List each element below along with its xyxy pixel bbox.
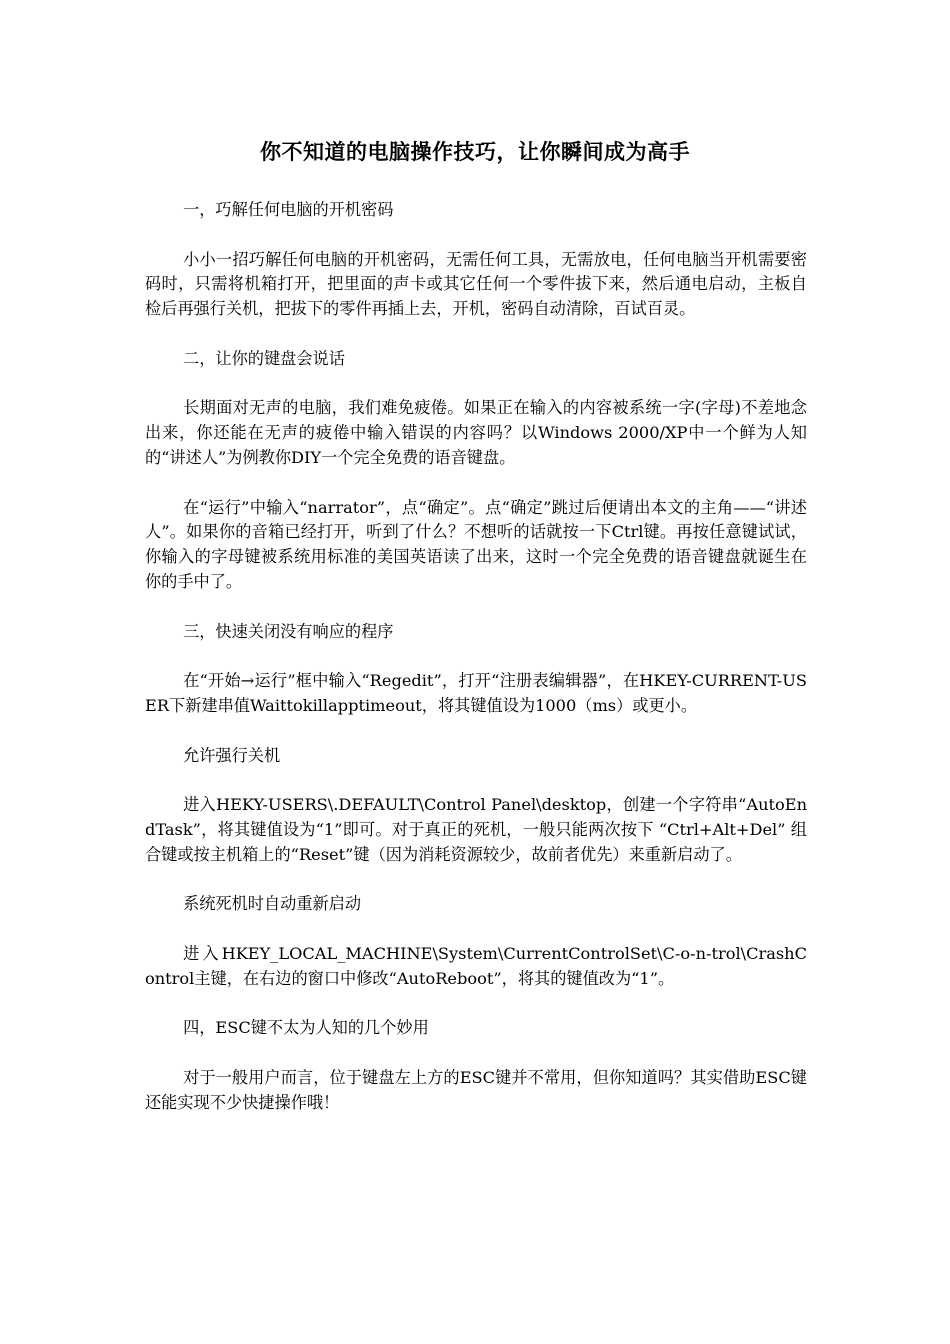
body-paragraph: 对于一般用户而言，位于键盘左上方的ESC键并不常用，但你知道吗？其实借助ESC键还能实现不少快捷操作哦！: [145, 1067, 807, 1112]
body-paragraph: 进入HEKY-USERS\.DEFAULT\Control Panel\desktop，创建一个字符串“AutoEndTask”，将其键值设为“1”即可。对于真正的死机，一般只能两次按下 “Ctrl+Alt+Del” 组合键或按主机箱上的“Reset”键（因为消耗资源较少，故前者优先）来重新启动了。: [145, 795, 807, 864]
section-heading: 二，让你的键盘会说话: [183, 348, 345, 368]
body-paragraph: 进入HKEY_LOCAL_MACHINE\System\CurrentControlSet\C-o-n-trol\CrashControl主键，在右边的窗口中修改“AutoReboot”，将其的键值改为“1”。: [145, 943, 807, 988]
body-paragraph: 小小一招巧解任何电脑的开机密码，无需任何工具，无需放电，任何电脑当开机需要密码时，只需将机箱打开，把里面的声卡或其它任何一个零件拔下来，然后通电启动，主板自检后再强行关机，把拔下的零件再插上去，开机，密码自动清除，百试百灵。: [145, 249, 807, 319]
subsection-heading: 允许强行关机: [183, 745, 281, 765]
body-paragraph: 长期面对无声的电脑，我们难免疲倦。如果正在输入的内容被系统一字(字母)不差地念出来，你还能在无声的疲倦中输入错误的内容吗？以Windows 2000/XP中一个鲜为人知的“讲述人”为例教你DIY一个完全免费的语音键盘。: [145, 398, 807, 467]
section-heading: 三，快速关闭没有响应的程序: [183, 621, 394, 641]
section-heading: 四，ESC键不太为人知的几个妙用: [183, 1018, 429, 1038]
document-body: [145, 198, 807, 1140]
body-paragraph: 在“运行”中输入“narrator”，点“确定”。点“确定”跳过后便请出本文的主角——“讲述人”。如果你的音箱已经打开，听到了什么？不想听的话就按一下Ctrl键。再按任意键试试，你输入的字母键被系统用标准的美国英语读了出来，这时一个完全免费的语音键盘就诞生在你的手中了。: [145, 497, 807, 591]
section-heading: 一，巧解任何电脑的开机密码: [183, 200, 394, 219]
body-paragraph: 在“开始→运行”框中输入“Regedit”，打开“注册表编辑器”，在HKEY-CURRENT-USER下新建串值Waittokillapptimeout，将其键值设为1000（ms）或更小。: [145, 671, 807, 715]
subsection-heading: 系统死机时自动重新启动: [183, 894, 362, 914]
document-title: 你不知道的电脑操作技巧，让你瞬间成为高手: [260, 139, 690, 164]
